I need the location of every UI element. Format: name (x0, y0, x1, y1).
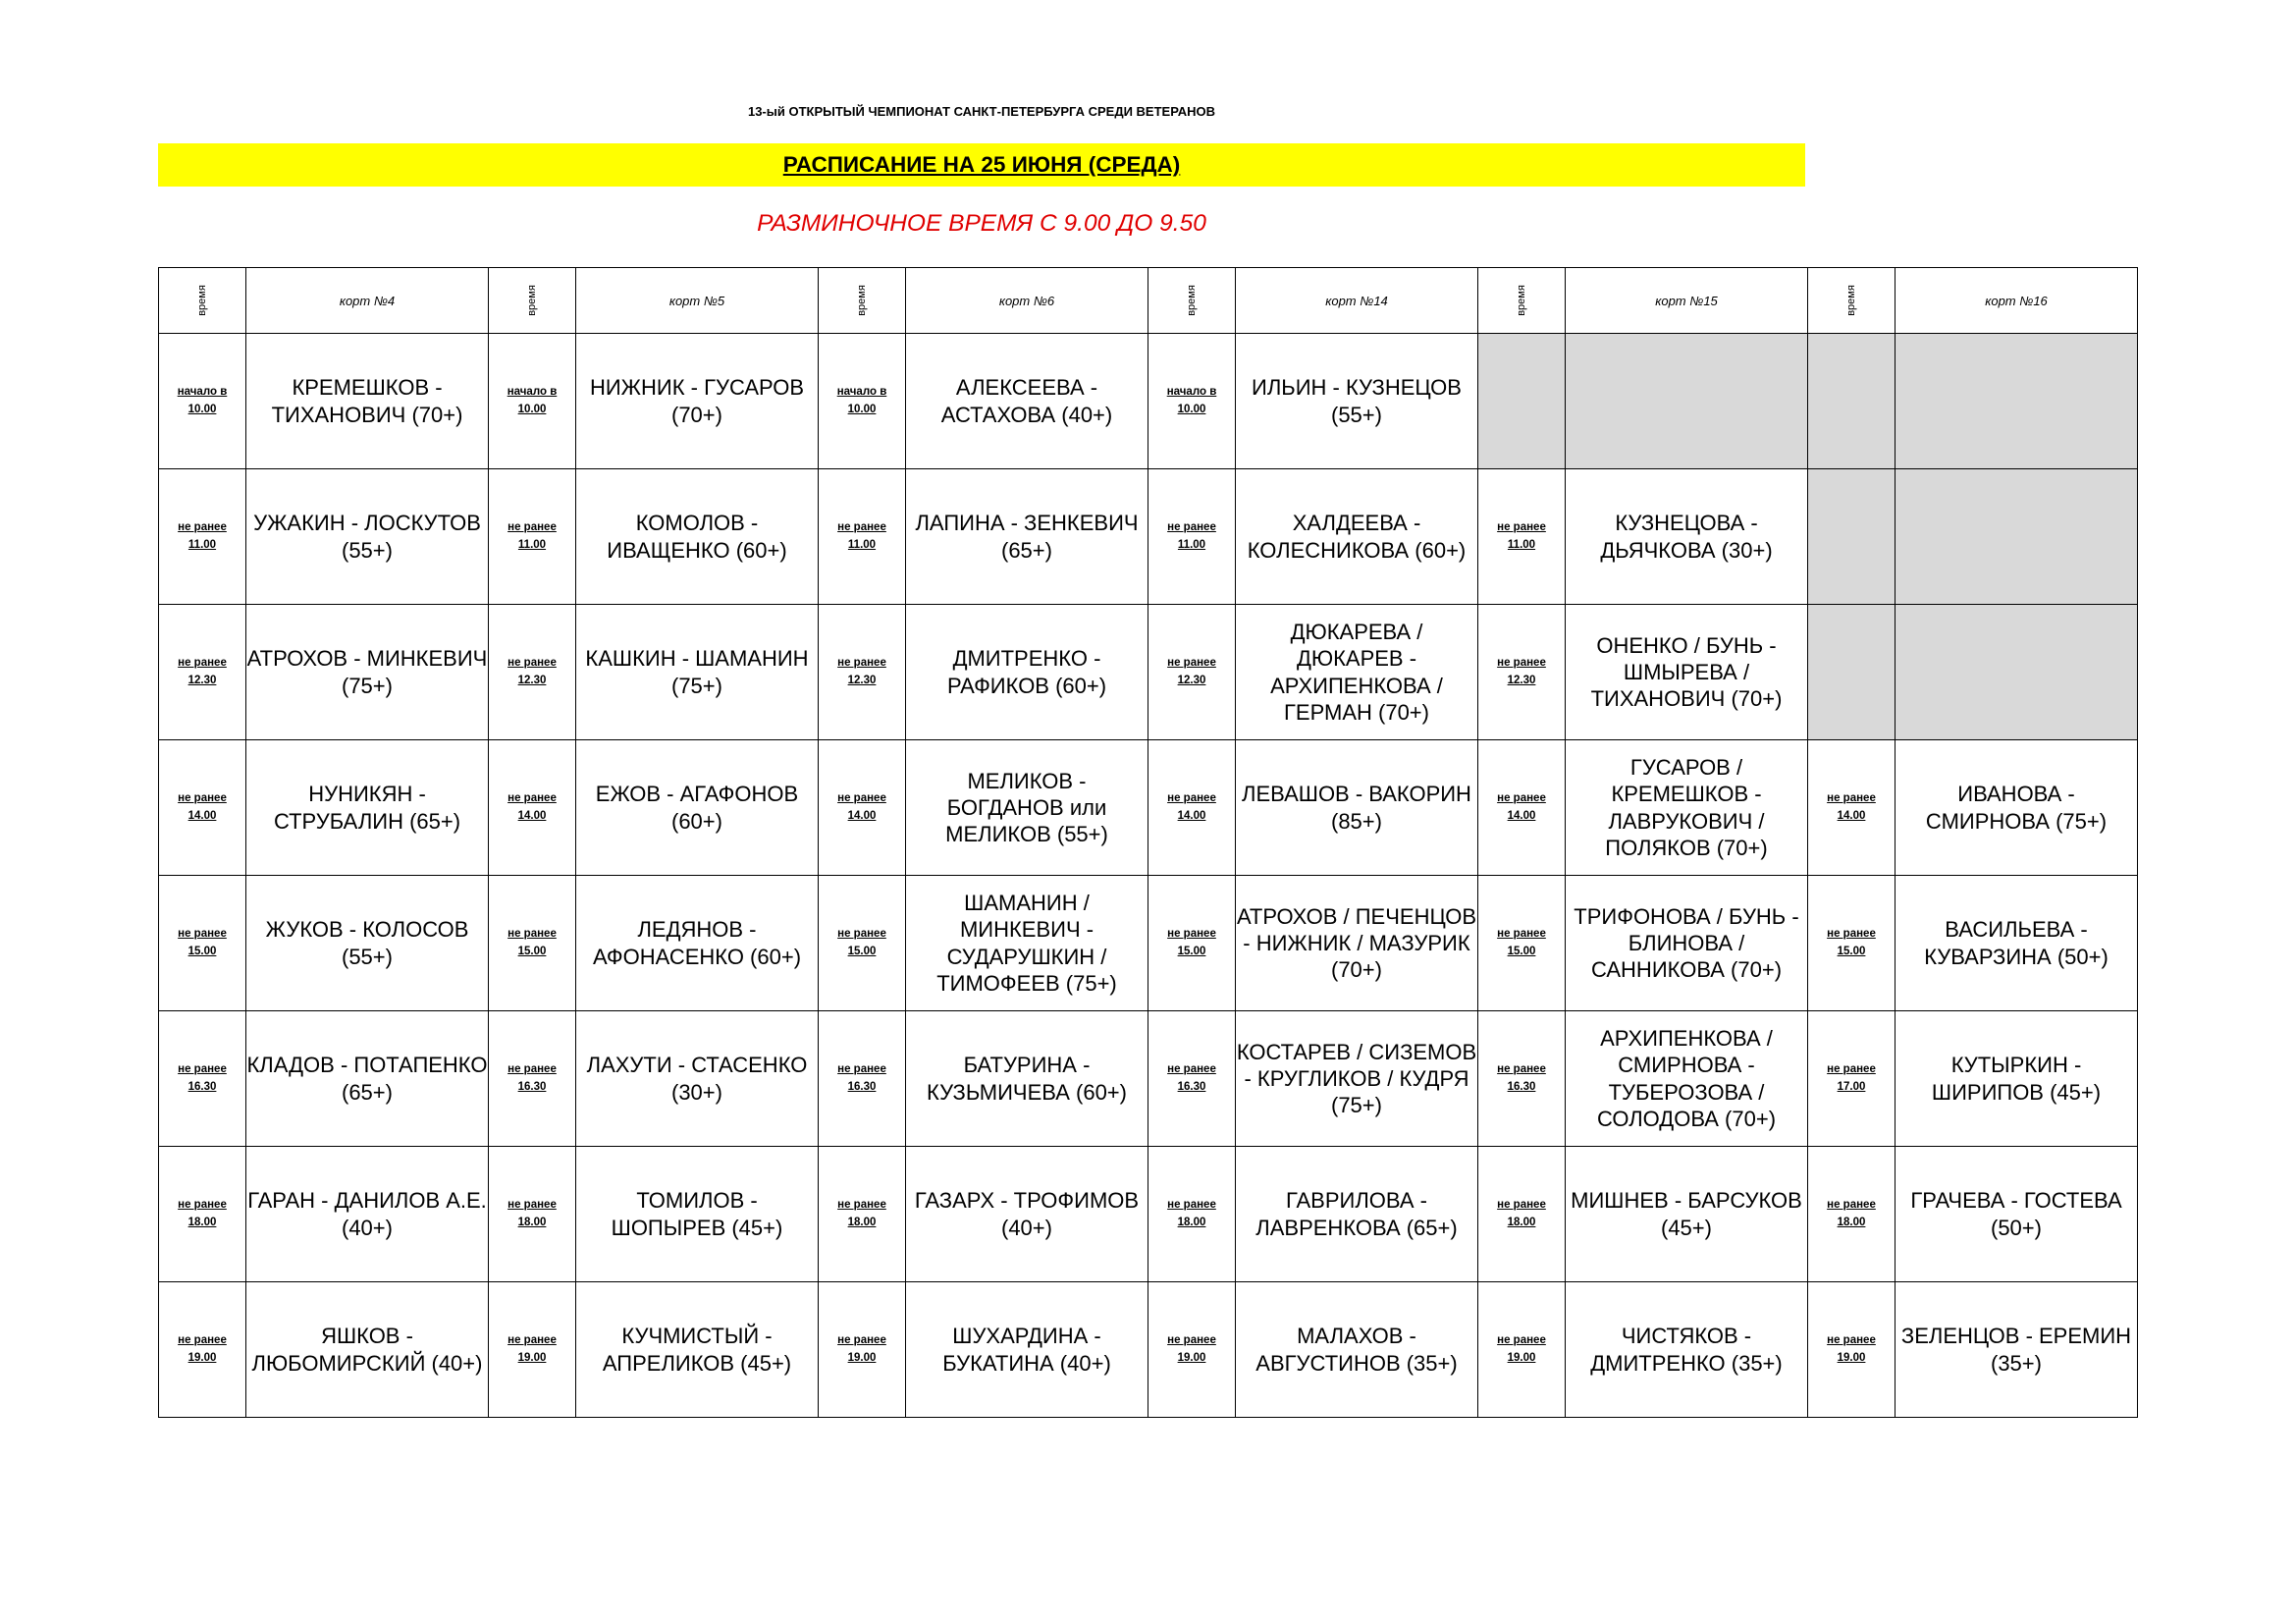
empty-match-cell (1896, 605, 2138, 740)
time-label: не ранее (837, 521, 886, 534)
time-value: 18.00 (1177, 1216, 1206, 1228)
time-value: 16.30 (1507, 1080, 1536, 1093)
table-header-row (159, 268, 2138, 334)
time-value: 10.00 (1177, 403, 1206, 415)
time-label: не ранее (1167, 1199, 1216, 1212)
time-label: не ранее (1827, 1063, 1876, 1076)
time-header-label: время (855, 285, 868, 316)
time-cell (819, 1282, 906, 1418)
time-value: 15.00 (847, 945, 877, 957)
time-cell (489, 1282, 576, 1418)
time-cell (1148, 1011, 1236, 1147)
time-value: 14.00 (1837, 809, 1866, 822)
time-header-label: время (1844, 285, 1857, 316)
time-cell (1808, 876, 1896, 1011)
match-cell: ШАМАНИН / МИНКЕВИЧ - СУДАРУШКИН / ТИМОФЕЕВ (75+) (906, 876, 1148, 1011)
time-label: не ранее (178, 1334, 227, 1347)
time-value: 15.00 (187, 945, 217, 957)
match-cell: АЛЕКСЕЕВА - АСТАХОВА (40+) (906, 334, 1148, 469)
time-value: 15.00 (1507, 945, 1536, 957)
time-value: 15.00 (517, 945, 547, 957)
time-column-header (1478, 268, 1566, 334)
match-cell: КЛАДОВ - ПОТАПЕНКО (65+) (246, 1011, 489, 1147)
time-value: 16.30 (847, 1080, 877, 1093)
time-value: 11.00 (517, 538, 547, 551)
time-label: не ранее (837, 657, 886, 670)
match-cell: ТРИФОНОВА / БУНЬ - БЛИНОВА / САННИКОВА (70+) (1566, 876, 1808, 1011)
time-label: не ранее (178, 928, 227, 941)
time-label: не ранее (1497, 792, 1546, 805)
time-label: не ранее (507, 1063, 557, 1076)
match-cell: ГАВРИЛОВА - ЛАВРЕНКОВА (65+) (1236, 1147, 1478, 1282)
time-value: 10.00 (517, 403, 547, 415)
time-value: 14.00 (847, 809, 877, 822)
time-label: не ранее (507, 792, 557, 805)
time-cell (159, 1282, 246, 1418)
match-cell: ШУХАРДИНА - БУКАТИНА (40+) (906, 1282, 1148, 1418)
match-cell: ВАСИЛЬЕВА - КУВАРЗИНА (50+) (1896, 876, 2138, 1011)
match-cell: УЖАКИН - ЛОСКУТОВ (55+) (246, 469, 489, 605)
empty-time-cell (1808, 605, 1896, 740)
time-value: 14.00 (517, 809, 547, 822)
time-label: начало в (177, 386, 228, 399)
match-cell: ХАЛДЕЕВА - КОЛЕСНИКОВА (60+) (1236, 469, 1478, 605)
time-label: не ранее (1497, 521, 1546, 534)
schedule-title-bar (158, 143, 1805, 187)
time-label: не ранее (1167, 521, 1216, 534)
schedule-table (158, 267, 2138, 1418)
time-cell (1808, 740, 1896, 876)
time-cell (819, 605, 906, 740)
time-cell (1808, 1011, 1896, 1147)
time-label: не ранее (1167, 1063, 1216, 1076)
time-value: 11.00 (1177, 538, 1206, 551)
time-header-label: время (525, 285, 538, 316)
match-cell: ЛЕВАШОВ - ВАКОРИН (85+) (1236, 740, 1478, 876)
time-label: не ранее (1167, 1334, 1216, 1347)
court-column-header: корт №14 (1236, 268, 1478, 334)
match-cell: КУЗНЕЦОВА - ДЬЯЧКОВА (30+) (1566, 469, 1808, 605)
match-cell: ГУСАРОВ / КРЕМЕШКОВ - ЛАВРУКОВИЧ / ПОЛЯКОВ (70+) (1566, 740, 1808, 876)
match-cell: ГАЗАРХ - ТРОФИМОВ (40+) (906, 1147, 1148, 1282)
time-value: 14.00 (187, 809, 217, 822)
time-cell (159, 605, 246, 740)
time-label: начало в (1166, 386, 1217, 399)
time-cell (159, 876, 246, 1011)
table-row (159, 740, 2138, 876)
warmup-time-note: РАЗМИНОЧНОЕ ВРЕМЯ С 9.00 ДО 9.50 (757, 210, 1206, 237)
match-cell: КУЧМИСТЫЙ - АПРЕЛИКОВ (45+) (576, 1282, 819, 1418)
match-cell: ЧИСТЯКОВ - ДМИТРЕНКО (35+) (1566, 1282, 1808, 1418)
time-value: 14.00 (1507, 809, 1536, 822)
time-label: не ранее (837, 928, 886, 941)
time-value: 19.00 (847, 1351, 877, 1364)
time-value: 19.00 (1177, 1351, 1206, 1364)
time-label: начало в (507, 386, 558, 399)
time-value: 10.00 (847, 403, 877, 415)
time-cell (159, 469, 246, 605)
time-label: не ранее (1827, 1334, 1876, 1347)
time-column-header (159, 268, 246, 334)
time-cell (1148, 334, 1236, 469)
court-column-header: корт №5 (576, 268, 819, 334)
time-cell (1148, 1282, 1236, 1418)
match-cell: ТОМИЛОВ - ШОПЫРЕВ (45+) (576, 1147, 819, 1282)
time-label: не ранее (837, 792, 886, 805)
time-value: 19.00 (1837, 1351, 1866, 1364)
time-cell (1148, 740, 1236, 876)
time-label: не ранее (1167, 657, 1216, 670)
time-label: не ранее (507, 521, 557, 534)
time-value: 19.00 (187, 1351, 217, 1364)
table-row (159, 469, 2138, 605)
time-column-header (819, 268, 906, 334)
time-cell (489, 469, 576, 605)
time-cell (489, 334, 576, 469)
time-value: 15.00 (1837, 945, 1866, 957)
match-cell: МИШНЕВ - БАРСУКОВ (45+) (1566, 1147, 1808, 1282)
schedule-title: РАСПИСАНИЕ НА 25 ИЮНЯ (СРЕДА) (782, 152, 1181, 177)
time-value: 16.30 (1177, 1080, 1206, 1093)
time-label: не ранее (837, 1199, 886, 1212)
time-value: 11.00 (847, 538, 877, 551)
match-cell: КОМОЛОВ - ИВАЩЕНКО (60+) (576, 469, 819, 605)
time-value: 19.00 (517, 1351, 547, 1364)
time-cell (819, 334, 906, 469)
time-value: 10.00 (187, 403, 217, 415)
time-label: не ранее (178, 792, 227, 805)
court-column-header: корт №4 (246, 268, 489, 334)
match-cell: ДМИТРЕНКО - РАФИКОВ (60+) (906, 605, 1148, 740)
time-label: не ранее (1497, 1334, 1546, 1347)
time-cell (489, 740, 576, 876)
empty-time-cell (1808, 334, 1896, 469)
match-cell: МАЛАХОВ - АВГУСТИНОВ (35+) (1236, 1282, 1478, 1418)
table-row (159, 1011, 2138, 1147)
match-cell: ОНЕНКО / БУНЬ - ШМЫРЕВА / ТИХАНОВИЧ (70+) (1566, 605, 1808, 740)
court-column-header: корт №16 (1896, 268, 2138, 334)
time-label: не ранее (178, 1063, 227, 1076)
time-value: 12.30 (847, 674, 877, 686)
empty-match-cell (1566, 334, 1808, 469)
time-label: не ранее (1497, 657, 1546, 670)
time-cell (1478, 605, 1566, 740)
match-cell: КУТЫРКИН - ШИРИПОВ (45+) (1896, 1011, 2138, 1147)
championship-title: 13-ый ОТКРЫТЫЙ ЧЕМПИОНАТ САНКТ-ПЕТЕРБУРГА СРЕДИ ВЕТЕРАНОВ (747, 104, 1216, 119)
time-value: 18.00 (517, 1216, 547, 1228)
time-cell (159, 1011, 246, 1147)
empty-match-cell (1896, 334, 2138, 469)
match-cell: БАТУРИНА - КУЗЬМИЧЕВА (60+) (906, 1011, 1148, 1147)
time-cell (1478, 469, 1566, 605)
time-value: 16.30 (187, 1080, 217, 1093)
time-cell (159, 1147, 246, 1282)
time-cell (819, 740, 906, 876)
time-value: 18.00 (187, 1216, 217, 1228)
match-cell: АТРОХОВ / ПЕЧЕНЦОВ - НИЖНИК / МАЗУРИК (70+) (1236, 876, 1478, 1011)
match-cell: ЕЖОВ - АГАФОНОВ (60+) (576, 740, 819, 876)
time-cell (159, 740, 246, 876)
time-cell (1478, 1282, 1566, 1418)
time-cell (489, 876, 576, 1011)
match-cell: ГРАЧЕВА - ГОСТЕВА (50+) (1896, 1147, 2138, 1282)
time-cell (489, 1011, 576, 1147)
match-cell: ЖУКОВ - КОЛОСОВ (55+) (246, 876, 489, 1011)
table-row (159, 876, 2138, 1011)
time-value: 11.00 (1507, 538, 1536, 551)
match-cell: ИЛЬИН - КУЗНЕЦОВ (55+) (1236, 334, 1478, 469)
time-label: не ранее (507, 657, 557, 670)
time-cell (1148, 876, 1236, 1011)
time-label: не ранее (1497, 1199, 1546, 1212)
match-cell: ЛАХУТИ - СТАСЕНКО (30+) (576, 1011, 819, 1147)
time-label: не ранее (178, 657, 227, 670)
court-column-header: корт №15 (1566, 268, 1808, 334)
match-cell: ЛЕДЯНОВ - АФОНАСЕНКО (60+) (576, 876, 819, 1011)
table-row (159, 334, 2138, 469)
time-value: 12.30 (1507, 674, 1536, 686)
time-value: 17.00 (1837, 1080, 1866, 1093)
match-cell: ЯШКОВ - ЛЮБОМИРСКИЙ (40+) (246, 1282, 489, 1418)
time-cell (1808, 1147, 1896, 1282)
time-value: 11.00 (187, 538, 217, 551)
time-label: не ранее (507, 1199, 557, 1212)
time-label: не ранее (1827, 792, 1876, 805)
time-value: 12.30 (1177, 674, 1206, 686)
time-cell (1148, 605, 1236, 740)
time-value: 12.30 (187, 674, 217, 686)
time-label: не ранее (1827, 928, 1876, 941)
time-cell (1148, 469, 1236, 605)
match-cell: ЗЕЛЕНЦОВ - ЕРЕМИН (35+) (1896, 1282, 2138, 1418)
table-row (159, 1282, 2138, 1418)
time-cell (1478, 1011, 1566, 1147)
match-cell: ЛАПИНА - ЗЕНКЕВИЧ (65+) (906, 469, 1148, 605)
time-label: не ранее (1167, 792, 1216, 805)
match-cell: КОСТАРЕВ / СИЗЕМОВ - КРУГЛИКОВ / КУДРЯ (75+) (1236, 1011, 1478, 1147)
time-label: не ранее (507, 928, 557, 941)
time-column-header (1808, 268, 1896, 334)
time-label: не ранее (507, 1334, 557, 1347)
time-cell (1478, 740, 1566, 876)
time-cell (1808, 1282, 1896, 1418)
time-header-label: время (195, 285, 208, 316)
match-cell: КРЕМЕШКОВ - ТИХАНОВИЧ (70+) (246, 334, 489, 469)
time-label: не ранее (178, 521, 227, 534)
match-cell: ГАРАН - ДАНИЛОВ А.Е. (40+) (246, 1147, 489, 1282)
time-cell (1478, 1147, 1566, 1282)
time-column-header (1148, 268, 1236, 334)
time-column-header (489, 268, 576, 334)
match-cell: АРХИПЕНКОВА / СМИРНОВА - ТУБЕРОЗОВА / СОЛОДОВА (70+) (1566, 1011, 1808, 1147)
time-label: не ранее (1827, 1199, 1876, 1212)
empty-time-cell (1478, 334, 1566, 469)
time-value: 15.00 (1177, 945, 1206, 957)
match-cell: МЕЛИКОВ - БОГДАНОВ или МЕЛИКОВ (55+) (906, 740, 1148, 876)
time-cell (489, 1147, 576, 1282)
time-label: не ранее (1497, 1063, 1546, 1076)
time-cell (819, 1147, 906, 1282)
match-cell: НУНИКЯН - СТРУБАЛИН (65+) (246, 740, 489, 876)
match-cell: КАШКИН - ШАМАНИН (75+) (576, 605, 819, 740)
empty-match-cell (1896, 469, 2138, 605)
time-cell (489, 605, 576, 740)
time-value: 14.00 (1177, 809, 1206, 822)
court-column-header: корт №6 (906, 268, 1148, 334)
empty-time-cell (1808, 469, 1896, 605)
time-label: не ранее (837, 1334, 886, 1347)
time-value: 18.00 (1837, 1216, 1866, 1228)
time-cell (819, 1011, 906, 1147)
time-label: не ранее (1497, 928, 1546, 941)
time-cell (1148, 1147, 1236, 1282)
time-value: 18.00 (1507, 1216, 1536, 1228)
time-cell (159, 334, 246, 469)
match-cell: ДЮКАРЕВА / ДЮКАРЕВ - АРХИПЕНКОВА / ГЕРМАН (70+) (1236, 605, 1478, 740)
match-cell: НИЖНИК - ГУСАРОВ (70+) (576, 334, 819, 469)
match-cell: ИВАНОВА - СМИРНОВА (75+) (1896, 740, 2138, 876)
time-cell (819, 469, 906, 605)
time-label: не ранее (1167, 928, 1216, 941)
time-cell (819, 876, 906, 1011)
time-header-label: время (1185, 285, 1198, 316)
table-row (159, 1147, 2138, 1282)
time-value: 18.00 (847, 1216, 877, 1228)
table-row (159, 605, 2138, 740)
time-header-label: время (1515, 285, 1527, 316)
time-label: не ранее (837, 1063, 886, 1076)
match-cell: АТРОХОВ - МИНКЕВИЧ (75+) (246, 605, 489, 740)
time-value: 12.30 (517, 674, 547, 686)
time-value: 19.00 (1507, 1351, 1536, 1364)
time-label: начало в (836, 386, 887, 399)
time-value: 16.30 (517, 1080, 547, 1093)
time-cell (1478, 876, 1566, 1011)
time-label: не ранее (178, 1199, 227, 1212)
